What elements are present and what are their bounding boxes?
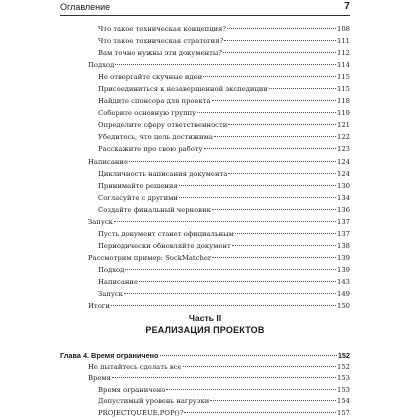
toc-entry-page: 111 (337, 37, 350, 46)
toc-entry (60, 168, 350, 180)
toc-entry-title: Что такое техническая концепция? (98, 25, 226, 33)
running-head-title: Оглавление (60, 2, 111, 12)
toc-entry (60, 131, 350, 143)
toc-entry-page: 121 (337, 121, 350, 130)
toc-entry (60, 408, 350, 420)
toc-entry-title: Что такое техническая стратегия? (98, 37, 224, 46)
toc-entry (60, 216, 350, 228)
part-heading (60, 313, 350, 336)
toc-entry-page: 115 (337, 85, 350, 94)
toc-entry-page: 124 (337, 157, 350, 166)
toc-entry-title: Подход (88, 61, 115, 70)
toc-entry-title: Запуск (88, 217, 113, 226)
toc-entry (60, 23, 350, 35)
toc-entry-page: 122 (337, 133, 350, 142)
toc-entry-page: 115 (337, 73, 350, 82)
toc-entry (60, 83, 350, 95)
toc-entry-title: Определите сферу ответственности (98, 121, 228, 130)
toc-entry-title: Найдите спонсора для проекта (98, 97, 211, 106)
toc-entry-page: 137 (337, 217, 350, 226)
toc-entry-page: 153 (337, 374, 350, 383)
dot-leader (179, 185, 336, 186)
part-label: Часть II (188, 313, 222, 323)
dot-leader (160, 355, 337, 356)
toc-entry (60, 47, 350, 59)
dot-leader (183, 366, 337, 367)
toc-entry (60, 107, 350, 119)
toc-entry-title: Время (88, 374, 111, 383)
toc-entry-title: Создайте финальный черновик (98, 205, 211, 214)
toc-entry (60, 228, 350, 240)
toc-entry (60, 143, 350, 155)
toc-entry-title: Присоединиться к незавершенной экспедиции (98, 85, 268, 94)
toc-entry (60, 252, 350, 264)
toc-entry-title: Итоги (88, 302, 110, 311)
toc-list-bottom (60, 350, 350, 420)
toc-entry-page: 154 (337, 397, 350, 406)
dot-leader (212, 257, 336, 258)
part-title: РЕАЛИЗАЦИЯ ПРОЕКТОВ (145, 325, 265, 335)
toc-entry-page: 123 (337, 145, 350, 154)
toc-entry-title: Пусть документ станет официальным (98, 229, 234, 238)
toc-entry-page: 118 (337, 97, 350, 106)
toc-entry-title: Расскажите про свою работу (98, 145, 203, 154)
toc-entry (60, 362, 350, 374)
toc-entry (60, 288, 350, 300)
toc-entry (60, 35, 350, 47)
dot-leader (214, 136, 336, 137)
toc-entry-page: 150 (337, 302, 350, 311)
toc-entry-title: Цикличность написания документа (98, 169, 228, 178)
dot-leader (212, 209, 336, 210)
toc-entry-page: 130 (337, 181, 350, 190)
dot-leader (210, 400, 336, 401)
toc-entry-page: 124 (337, 169, 350, 178)
toc-entry-page: 119 (337, 109, 350, 118)
toc-entry-page: 112 (337, 49, 350, 58)
toc-entry (60, 95, 350, 107)
dot-leader (114, 221, 336, 222)
toc-entry-title: Согласуйте с другими (98, 193, 178, 202)
toc-entry-page: 138 (337, 241, 350, 250)
toc-entry-title: PROJECTQUEUE.POP()? (98, 408, 184, 417)
dot-leader (197, 112, 336, 113)
dot-leader (115, 64, 336, 65)
toc-entry (60, 192, 350, 204)
toc-entry-title: Запуск (98, 290, 123, 299)
toc-entry-title: Время ограничено (98, 385, 166, 394)
header-rule (60, 15, 350, 16)
dot-leader (124, 293, 336, 294)
dot-leader (235, 233, 336, 234)
toc-entry-title: Вам точно нужны эти документы? (98, 49, 222, 58)
toc-entry-title: Принимайте решения (98, 181, 178, 190)
toc-entry-title: Написание (88, 157, 128, 166)
toc-entry-page: 114 (337, 61, 350, 70)
toc-entry-title: Не пытайтесь сделать все (88, 362, 182, 371)
toc-entry (60, 71, 350, 83)
page-number: 7 (344, 0, 350, 12)
dot-leader (212, 100, 336, 101)
toc-entry-title: Убедитесь, что цель достижима (98, 133, 213, 142)
toc-entry-title: Не отвергайте скучные идеи (98, 73, 203, 82)
toc-entry-page: 134 (337, 193, 350, 202)
toc-chapter-entry (60, 350, 350, 362)
toc-entry (60, 276, 350, 288)
toc-entry (60, 300, 350, 312)
toc-entry-page: 143 (337, 277, 350, 286)
toc-entry-title: Подход (98, 265, 125, 274)
dot-leader (204, 148, 336, 149)
toc-entry-title: Рассмотрим пример: SockMatcher (88, 253, 212, 262)
toc-entry (60, 240, 350, 252)
toc-entry-page: 108 (337, 25, 350, 33)
dot-leader (179, 197, 336, 198)
toc-entry-title: Соберите основную группу (98, 109, 197, 118)
toc-entry-title: Периодически обновляйте документ (98, 241, 231, 250)
toc-entry (60, 373, 350, 385)
toc-entry-title: Допустимый уровень нагрузки (98, 397, 210, 406)
toc-entry-page: 152 (337, 351, 350, 360)
toc-entry-page: 139 (337, 253, 350, 262)
toc-entry (60, 156, 350, 168)
dot-leader (227, 28, 336, 29)
running-head (60, 1, 350, 14)
toc-entry-page: 139 (337, 265, 350, 274)
dot-leader (112, 377, 336, 378)
toc-entry-title: Глава 4. Время ограничено (60, 351, 159, 360)
dot-leader (224, 40, 336, 41)
toc-entry (60, 385, 350, 397)
dot-leader (125, 269, 336, 270)
dot-leader (139, 281, 336, 282)
dot-leader (228, 124, 336, 125)
toc-entry-page: 137 (337, 229, 350, 238)
toc-entry-title: Написание (98, 277, 138, 286)
dot-leader (203, 76, 336, 77)
dot-leader (228, 173, 336, 174)
toc-entry-page: 152 (337, 362, 350, 371)
toc-entry (60, 264, 350, 276)
toc-entry-page: 157 (337, 408, 350, 417)
toc-entry (60, 204, 350, 216)
toc-list-top (60, 23, 350, 312)
toc-entry-page: 136 (337, 205, 350, 214)
dot-leader (223, 52, 336, 53)
dot-leader (269, 88, 336, 89)
dot-leader (184, 412, 336, 413)
toc-entry-page: 153 (337, 385, 350, 394)
dot-leader (166, 389, 336, 390)
dot-leader (111, 305, 336, 306)
dot-leader (129, 161, 336, 162)
toc-entry (60, 180, 350, 192)
toc-entry (60, 59, 350, 71)
dot-leader (232, 245, 336, 246)
toc-entry (60, 119, 350, 131)
toc-entry-page: 149 (337, 290, 350, 299)
toc-entry (60, 396, 350, 408)
